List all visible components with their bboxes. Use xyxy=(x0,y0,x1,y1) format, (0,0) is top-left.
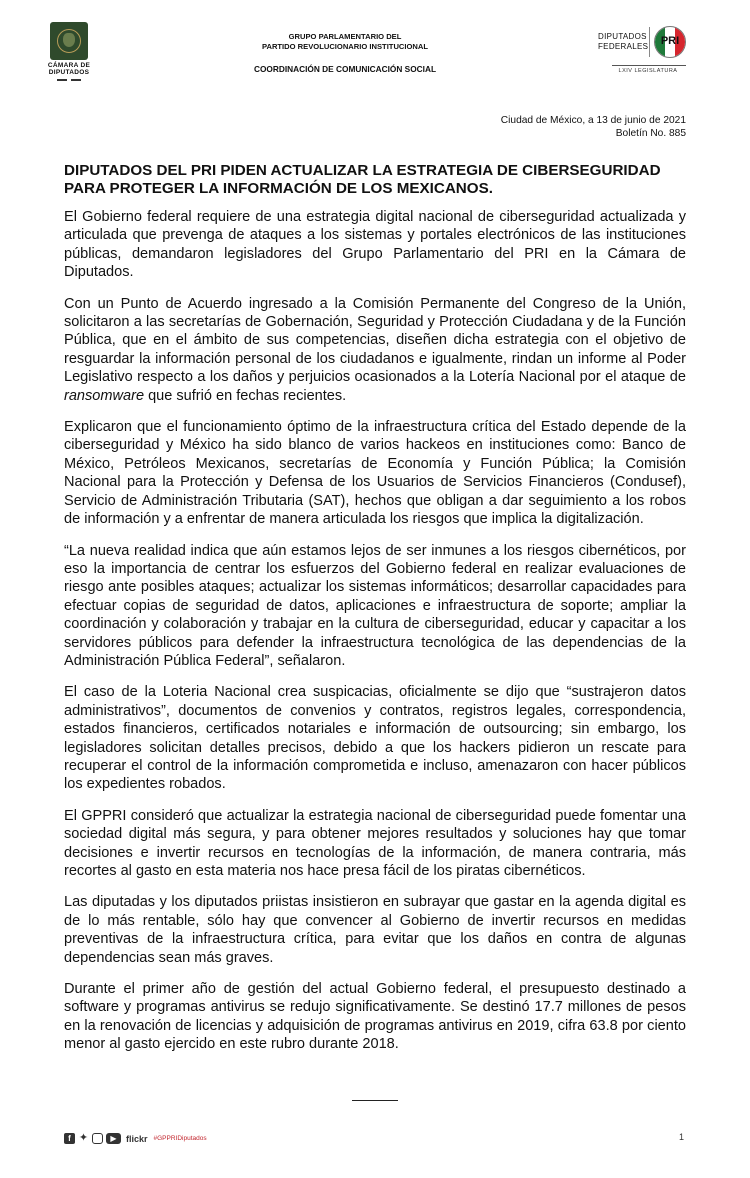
social-footer xyxy=(64,1133,207,1144)
bulletin-number: Boletín No. 885 xyxy=(615,128,686,139)
national-emblem-icon xyxy=(50,22,88,60)
camara-logo xyxy=(46,22,92,81)
end-divider xyxy=(352,1100,398,1101)
place-date: Ciudad de México, a 13 de junio de 2021 xyxy=(500,115,686,126)
deputies-label: DIPUTADOS FEDERALES xyxy=(598,32,649,51)
paragraph-7: Las diputadas y los diputados priistas insistieron en subrayar que gastar en la agenda digital es de lo más rentable, sólo hay que convencer al Gobierno de invertir recursos en medidas preventivas de la infraestructura crítica, para evitar que los daños en contra de algunas dependencias sean más graves. xyxy=(64,894,686,966)
paragraph-6: El GPPRI consideró que actualizar la estrategia nacional de ciberseguridad puede fomentar una sociedad digital más segura, y para obtener mejores resultados y soluciones hay que tomar decisiones e invertir recursos en tecnologías de la información, de manera contraria, más recortes al gasto en esta materia nos hace presa fácil de los piratas cibernéticos. xyxy=(64,807,686,879)
camara-logo-text: CÁMARA DE DIPUTADOS xyxy=(47,62,91,76)
paragraph-3: Explicaron que el funcionamiento óptimo de la infraestructura crítica del Estado depende de la ciberseguridad y México ha sido blanco de varios hackeos en instituciones como: Banco de México, Petróleos Mexicanos, secretarías de Economía y Función Pública; la Comisión Nacional para la Protección y Defensa de los Usuarios de Servicios Financieros (Condusef), Servicio de Administración Tributaria (SAT), hechos que obligan a dar seguimiento a los robos de información y a enfrentar de manera articulada los riesgos que implica la digitalización. xyxy=(64,419,686,528)
paragraph-5: El caso de la Loteria Nacional crea suspicacias, oficialmente se dijo que “sustrajeron datos administrativos”, documentos de convenios y contratos, registros legales, correspondencia, estados financieros, certificados notariales e información de outsourcing; sin embargo, los legisladores solicitan detalles precisos, debido a que los hackers pidieron un rescate para recuperar el control de la información comprometida e incluso, amenazaron con hacer públicos los expedientes robados. xyxy=(64,684,686,793)
youtube-icon[interactable]: ▶ xyxy=(106,1133,121,1144)
page-number: 1 xyxy=(679,1132,685,1142)
pri-logo-icon: PRI xyxy=(654,26,686,58)
instagram-icon[interactable] xyxy=(92,1133,103,1144)
letterhead xyxy=(200,32,490,74)
flickr-link[interactable]: flickr xyxy=(126,1133,148,1144)
bulletin-body xyxy=(64,208,686,1054)
logo-dashes xyxy=(46,79,92,81)
ransomware-term: ransomware xyxy=(64,387,145,404)
group-line-2: PARTIDO REVOLUCIONARIO INSTITUCIONAL xyxy=(261,42,429,51)
paragraph-1: El Gobierno federal requiere de una estrategia digital nacional de ciberseguridad actualizada y articulada que prevenga de ataques a los sistemas y portales electrónicos de las instituciones públicas, demandaron legisladores del Grupo Parlamentario del PRI en la Cámara de Diputados. xyxy=(64,209,686,281)
paragraph-8: Durante el primer año de gestión del actual Gobierno federal, el presupuesto destinado a software y programas antivirus se redujo significativamente. Se destinó 17.7 millones de pesos en la renovación de licencias y adquisición de programas antivirus en 2019, cifra 63.8 por ciento menor al gasto ejercido en este rubro durante 2018. xyxy=(64,981,686,1053)
date-block xyxy=(501,114,686,140)
social-handle[interactable]: #GPPRIDiputados xyxy=(153,1135,207,1142)
legislature-label: LXIV LEGISLATURA xyxy=(618,68,678,74)
pri-deputies-logo xyxy=(598,26,698,74)
facebook-icon[interactable]: f xyxy=(64,1133,75,1144)
group-line-1: GRUPO PARLAMENTARIO DEL xyxy=(288,32,402,41)
paragraph-2: Con un Punto de Acuerdo ingresado a la Comisión Permanente del Congreso de la Unión, solicitaron a las secretarías de Gobernación, Seguridad y Protección Ciudadana y de la Función Pública, que en el ámbito de sus competencias, diseñen dicha estrategia con el objetivo de resguardar la información personal de los ciudadanos e igualmente, rindan un informe al Poder Legislativo respecto a los daños y perjuicios ocasionados a la Lotería Nacional por el ataque de ransomware que sufrió en fechas recientes. xyxy=(64,295,686,404)
twitter-icon[interactable]: ✦ xyxy=(78,1132,89,1144)
coordination-line: COORDINACIÓN DE COMUNICACIÓN SOCIAL xyxy=(253,64,437,74)
paragraph-4: “La nueva realidad indica que aún estamos lejos de ser inmunes a los riesgos cibernéticos, por eso la importancia de centrar los esfuerzos del Gobierno federal en realizar evaluaciones de riesgo ante posibles ataques; actualizar los sistemas informáticos; desarrollar capacidades para efectuar copias de seguridad de datos, aplicaciones e infraestructura de soporte; ampliar la coordinación y colaboración y trabajar en la cultura de ciberseguridad, educar y capacitar a los servidores públicos para defender la infraestructura tecnológica de las dependencias de la Administración Pública Federal”, señalaron. xyxy=(64,542,686,669)
bulletin-title: DIPUTADOS DEL PRI PIDEN ACTUALIZAR LA ESTRATEGIA DE CIBERSEGURIDAD PARA PROTEGER LA INFORMACIÓN DE LOS MEXICANOS. xyxy=(64,162,661,197)
